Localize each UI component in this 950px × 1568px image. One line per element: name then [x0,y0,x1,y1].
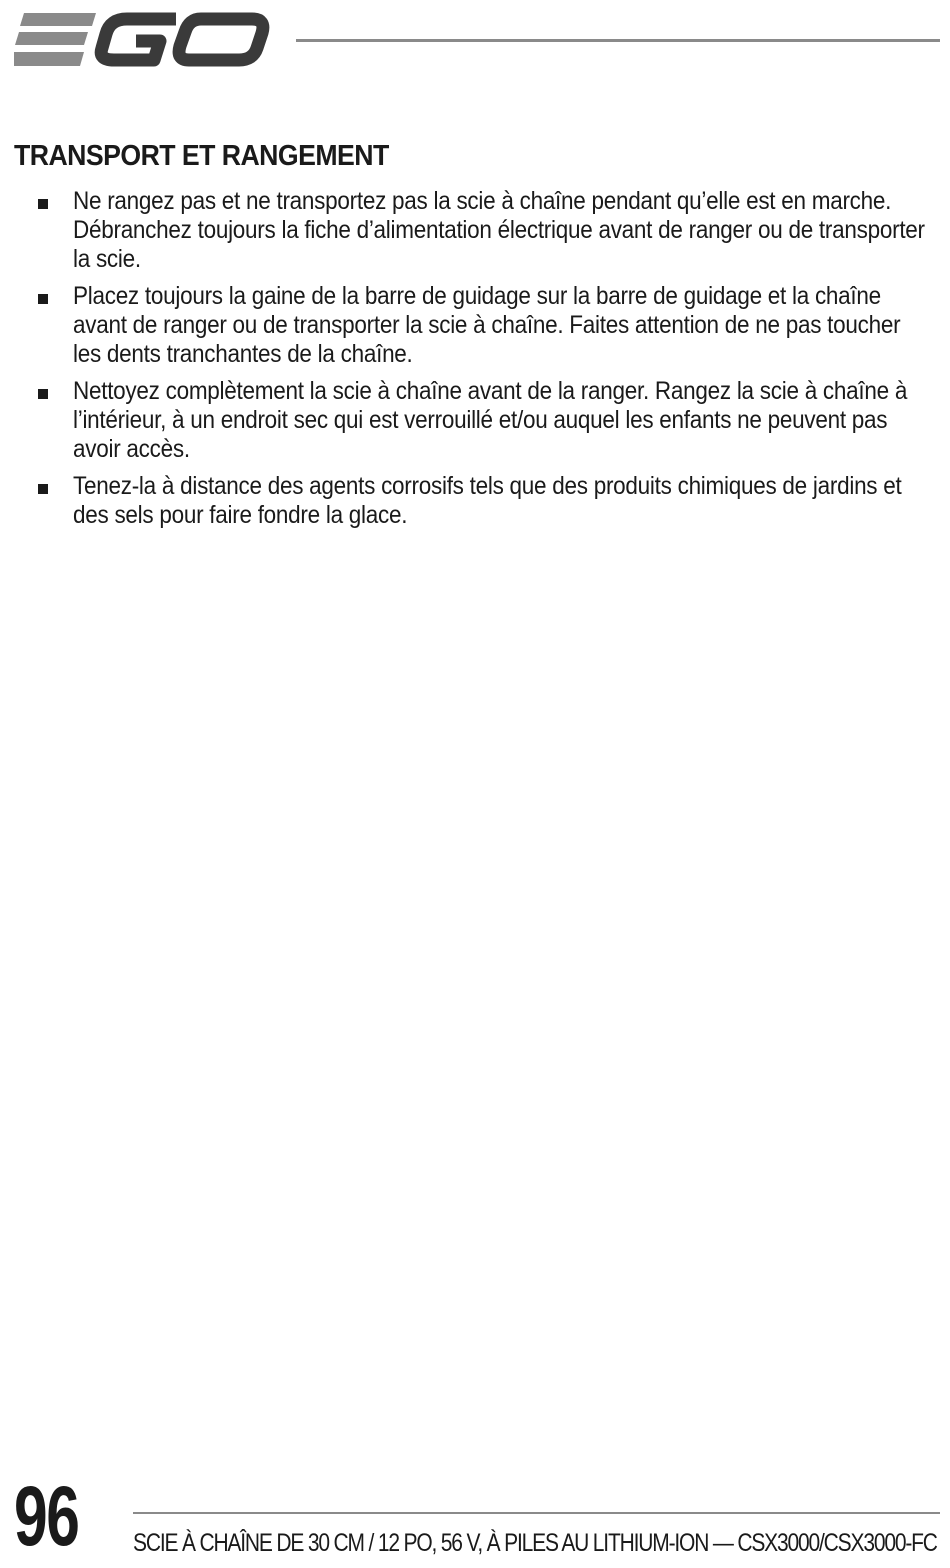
square-bullet-icon [38,484,48,494]
ego-logo-go-letters [101,19,263,60]
section-title: TRANSPORT ET RANGEMENT [14,140,389,172]
header-rule [296,39,940,42]
bullet-item [0,472,950,530]
bullet-text: Ne rangez pas et ne transportez pas la scie à chaîne pendant qu’elle est en marche. Débranchez toujours la fiche d’alimentation électrique avant de ranger ou de transporter la scie. [73,187,925,273]
bullet-text: Placez toujours la gaine de la barre de guidage sur la barre de guidage et la chaîne avant de ranger ou de transporter la scie à chaîne. Faites attention de ne pas toucher les dents tranchantes de la chaîne. [73,282,901,368]
ego-logo [14,10,272,68]
footer-product-title: SCIE À CHAÎNE DE 30 CM / 12 PO, 56 V, À PILES AU LITHIUM-ION — CSX3000/CSX3000-FC [133,1529,937,1557]
bullet-list [0,187,950,538]
bullet-item [0,187,950,274]
bullet-item [0,282,950,369]
bullet-text: Tenez-la à distance des agents corrosifs tels que des produits chimiques de jardins et des sels pour faire fondre la glace. [73,472,902,529]
bullet-text: Nettoyez complètement la scie à chaîne avant de la ranger. Rangez la scie à chaîne à l’intérieur, à un endroit sec qui est verrouillé et/ou auquel les enfants ne peuvent pas avoir accès. [73,377,908,463]
square-bullet-icon [38,294,48,304]
bullet-item [0,377,950,464]
footer-rule [133,1512,940,1514]
ego-logo-e-dashes [14,13,96,66]
square-bullet-icon [38,389,48,399]
page-number: 96 [14,1469,79,1563]
square-bullet-icon [38,199,48,209]
